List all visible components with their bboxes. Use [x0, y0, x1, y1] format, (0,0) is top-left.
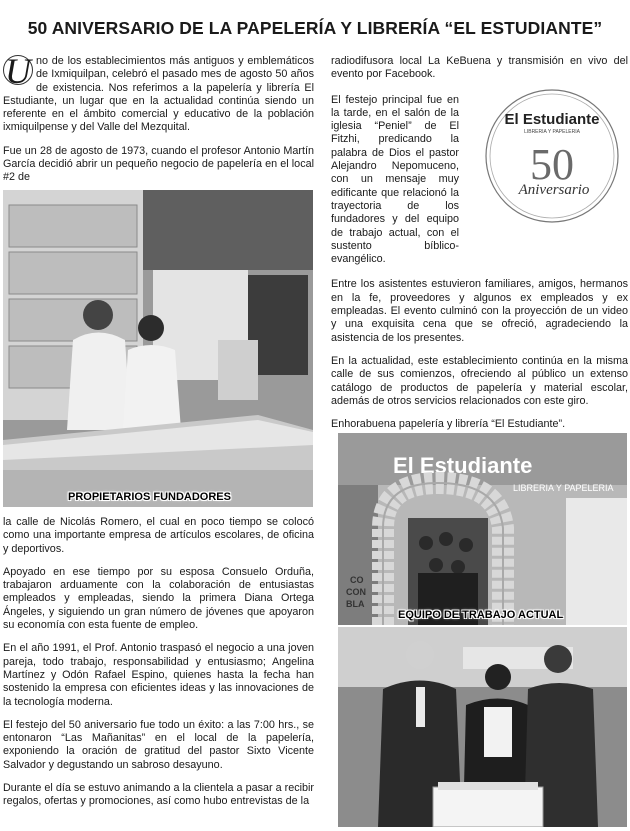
cake-photo-art	[338, 627, 627, 827]
svg-text:CO: CO	[350, 575, 364, 585]
left-column	[3, 51, 314, 195]
paragraph-r3: Entre los asistentes estuvieron familiares, amigos, hermanos en la fe, proveedores y algunos ex empleados y ex empleadas. El evento culminó con la proyección de un video y una exquisita cena que se ofreció, agradeciendo la asistencia de los presentes.	[331, 278, 628, 344]
paragraph-7: Durante el día se estuvo animando a la clientela a pasar a recibir regalos, ofertas y promociones, así como hubo entrevistas de la	[3, 782, 314, 808]
logo-word: Aniversario	[518, 182, 590, 198]
paragraph-r2: El festejo principal fue en la tarde, en el salón de la iglesia “Peniel” de El Fitzhi, predicando la palabra de Dios el pastor Alejandro Nepomuceno, con un mensaje muy edificante que relacionó la trayectoria de los fundadores y del equipo de trabajo actual, con el sustento bíblico-evangélico.	[331, 93, 459, 266]
founders-photo-art	[3, 190, 313, 507]
logo-brand: El Estudiante	[504, 111, 600, 128]
logo-number: 50	[530, 140, 574, 189]
team-photo-art	[338, 433, 627, 625]
cake-photo	[338, 627, 627, 827]
svg-text:CON: CON	[346, 587, 366, 597]
paragraph-6: El festejo del 50 aniversario fue todo un éxito: a las 7:00 hrs., se entonaron “Las Mañanitas” en el local de la papelería, exponiendo la oración de gratitud del pastor Sixto Vicente Salvador y degustando un sabroso desayuno.	[3, 718, 314, 771]
logo-tagline: LIBRERIA Y PAPELERIA	[524, 129, 580, 135]
article-title: 50 ANIVERSARIO DE LA PAPELERÍA Y LIBRERÍA “EL ESTUDIANTE”	[27, 18, 603, 38]
founders-photo	[3, 190, 313, 507]
paragraph-5: En el año 1991, el Prof. Antonio traspasó el negocio a una joven pareja, todo trabajo, responsabilidad y entusiasmo; Angelina Martínez y Odón Rafael Espino, quienes hasta la fecha han sostenido la empresa con eficientes ideas y las innovaciones de la tecnología moderna.	[3, 642, 314, 708]
paragraph-r5: Enhorabuena papelería y librería “El Estudiante”.	[331, 418, 566, 431]
anniversary-logo	[482, 86, 622, 226]
paragraph-3: la calle de Nicolás Romero, el cual en poco tiempo se colocó como una importante empresa de artículos escolares, de oficina y deportivos.	[3, 516, 314, 555]
team-photo	[338, 433, 627, 625]
drop-cap: U	[5, 51, 31, 91]
paragraph-4: Apoyado en ese tiempo por su esposa Consuelo Orduña, trabajaron arduamente con la colaboración de entusiastas empleados y empleadas, siendo la primera Diana Ortega Ángeles, y siguiendo un gran número de jóvenes que apoyaron su economía con esta fuente de empleo.	[3, 565, 314, 632]
team-caption: EQUIPO DE TRABAJO ACTUAL	[398, 609, 564, 621]
left-column-lower	[3, 516, 314, 819]
paragraph-r1: radiodifusora local La KeBuena y transmisión en vivo del evento por Facebook.	[331, 55, 628, 81]
paragraph-2: Fue un 28 de agosto de 1973, cuando el profesor Antonio Martín García decidió abrir un pequeño negocio de papelería en el local #2 de	[3, 144, 314, 184]
store-sign-tagline: LIBRERIA Y PAPELERIA	[513, 483, 614, 493]
founders-caption: PROPIETARIOS FUNDADORES	[68, 491, 231, 503]
paragraph-1: U no de los establecimientos más antiguos y emblemáticos de Ixmiquilpan, celebró el pasado mes de agosto 50 años de existencia. Nos referimos a la papelería y librería El Estudiante, un lugar que en la actualidad continúa siendo un referente en el ámbito comercial y educativo de la población ixmiquilpense y del Valle del Mezquital.	[3, 51, 314, 134]
store-sign-brand: El Estudiante	[393, 453, 533, 478]
paragraph-r4: En la actualidad, este establecimiento continúa en la misma calle de sus comienzos, ofreciendo al público un extenso catálogo de productos de papelería y material escolar, además de otros servicios relacionados con este giro.	[331, 354, 628, 407]
svg-text:BLA: BLA	[346, 599, 365, 609]
